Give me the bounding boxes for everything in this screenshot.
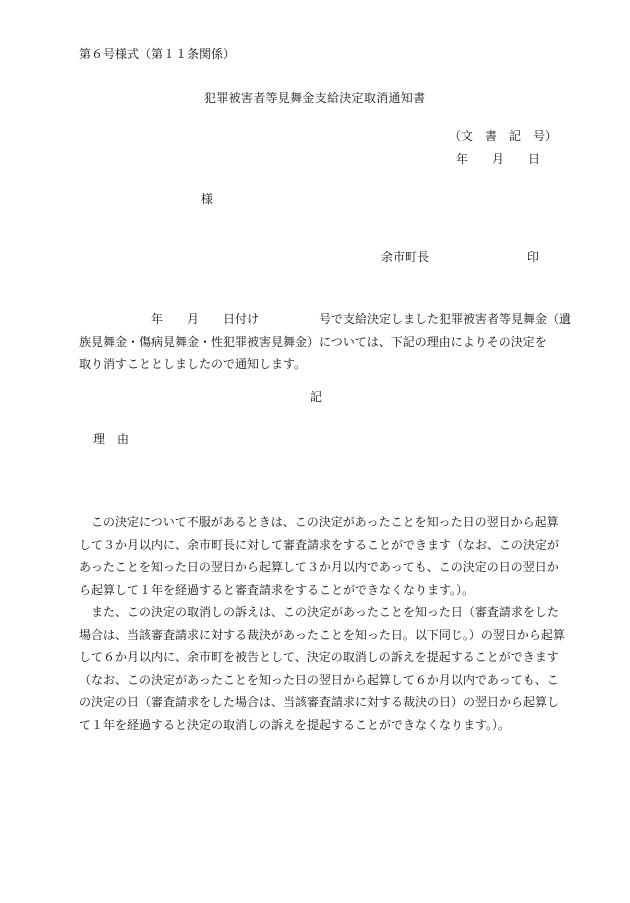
issue-date: 年 月 日 bbox=[456, 152, 541, 166]
form-number: 第６号様式（第１１条関係） bbox=[79, 47, 236, 61]
notice-line: して６か月以内に、余市町を被告として、決定の取消しの訴えを提起することができます bbox=[79, 650, 559, 664]
body-paragraph bbox=[79, 308, 572, 376]
notice-line: 場合は、当該審査請求に対する裁決があったことを知った日。以下同じ。）の翌日から起算 bbox=[79, 627, 565, 642]
document-title: 犯罪被害者等見舞金支給決定取消通知書 bbox=[204, 91, 426, 105]
addressee-honorific: 様 bbox=[201, 192, 214, 206]
notice-line: ら起算して１年を経過すると審査請求をすることができなくなります。）。 bbox=[79, 582, 475, 597]
notice-line: て１年を経過すると決定の取消しの訴えを提起することができなくなります。）。 bbox=[79, 717, 511, 732]
notice-line: この決定について不服があるときは、この決定があったことを知った日の翌日から起算 bbox=[79, 515, 559, 529]
notice-line: あったことを知った日の翌日から起算して３か月以内であっても、この決定の日の翌日か bbox=[79, 560, 559, 574]
appeal-notice bbox=[79, 511, 569, 736]
document-number: （文 書 記 号） bbox=[449, 129, 558, 143]
notice-line: また、この決定の取消しの訴えは、この決定があったことを知った日（審査請求をした bbox=[79, 605, 559, 619]
seal-mark: 印 bbox=[527, 250, 540, 264]
record-heading: 記 bbox=[310, 390, 323, 404]
notice-line: の決定の日（審査請求をした場合は、当該審査請求に対する裁決の日）の翌日から起算し bbox=[79, 695, 560, 709]
sender-name: 余市町長 bbox=[381, 250, 430, 264]
notice-line: （なお、この決定があったことを知った日の翌日から起算して６か月以内であっても、こ bbox=[79, 672, 559, 687]
body-line: 取り消すこととしましたので通知します。 bbox=[79, 357, 307, 371]
body-line: 年 月 日付け 号で支給決定しました犯罪被害者等見舞金（遺 bbox=[79, 312, 572, 326]
notice-line: して３か月以内に、余市町長に対して審査請求をすることができます（なお、この決定が bbox=[79, 537, 560, 552]
body-line: 族見舞金・傷病見舞金・性犯罪被害見舞金）については、下記の理由によりその決定を bbox=[79, 334, 547, 349]
reason-label: 理 由 bbox=[93, 432, 130, 446]
